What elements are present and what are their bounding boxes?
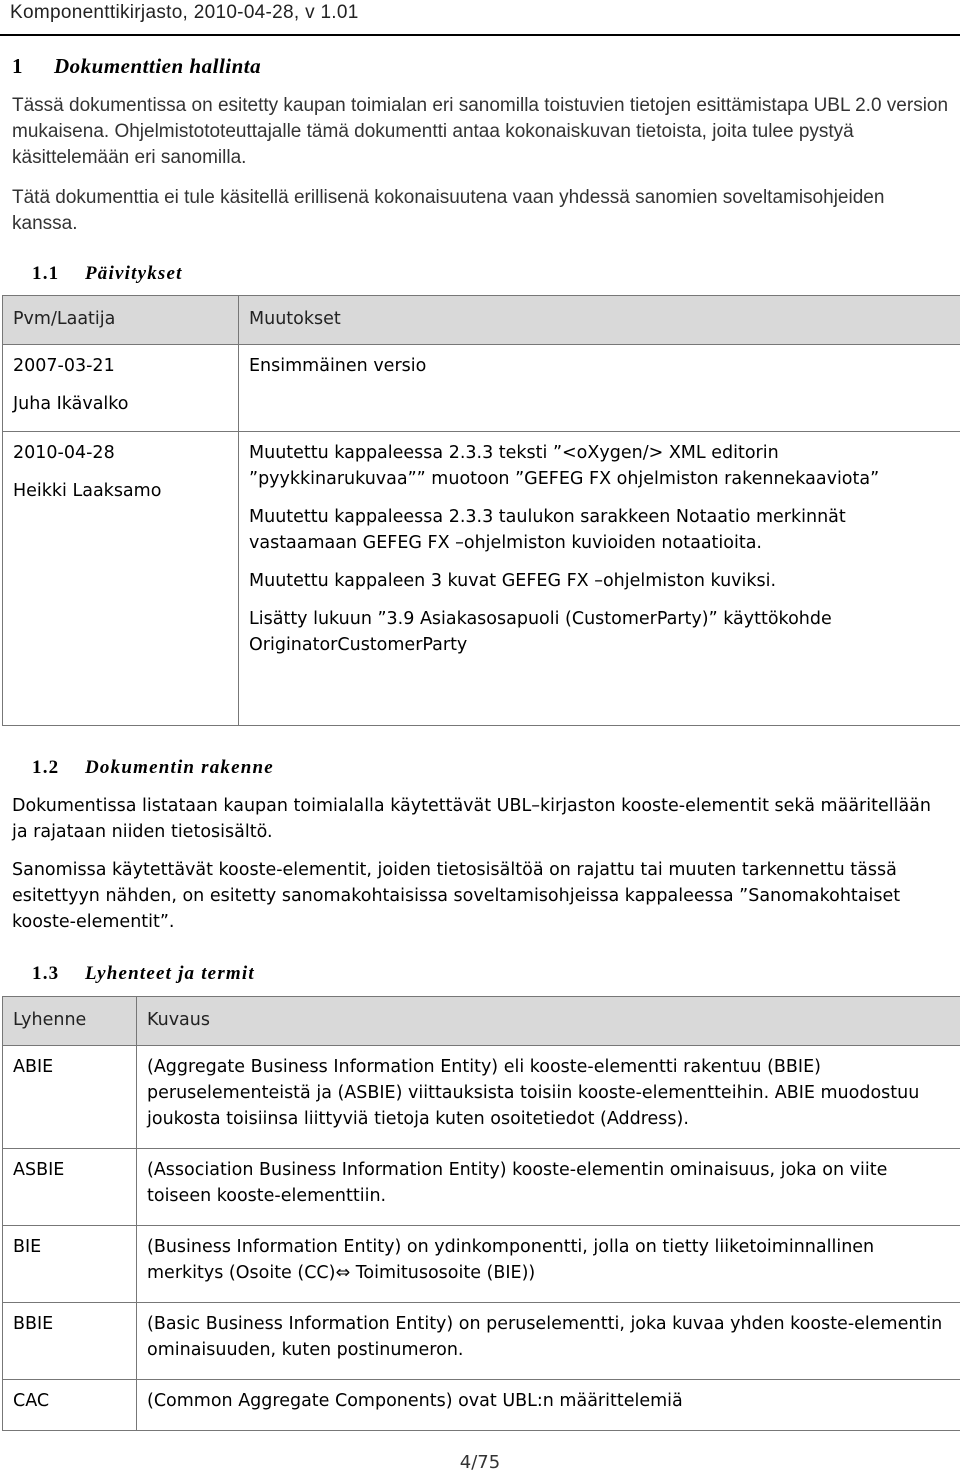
change-entry: Lisätty lukuun ”3.9 Asiakasosapuoli (CustomerParty)” käyttökohde OriginatorCustomerParty: [249, 609, 832, 655]
term: CAC: [13, 1391, 50, 1411]
table-header-row: [3, 296, 960, 345]
term: ABIE: [13, 1057, 54, 1077]
term-description: (Aggregate Business Information Entity) eli kooste-elementti rakentuu (BBIE) peruselementeistä ja (ASBIE) viittauksista toisiin kooste-elementteihin. ABIE muodostuu joukosta toisiinsa liittyviä tietoja kuten osoitetiedot (Address).: [147, 1057, 920, 1129]
section-title: Lyhenteet ja termit: [85, 963, 255, 984]
section-1-2-paragraph-1: Dokumentissa listataan kaupan toimialalla käytettävät UBL–kirjaston kooste-elementit sekä määritellään ja rajataan niiden tietosisältö.: [12, 796, 931, 842]
change-entry: Ensimmäinen versio: [249, 356, 427, 376]
table-row: [3, 1149, 960, 1226]
section-number: 1.2: [32, 757, 60, 778]
term: ASBIE: [13, 1160, 65, 1180]
section-1-heading: [12, 54, 261, 79]
header-rule: [0, 34, 960, 36]
column-header: Lyhenne: [3, 997, 137, 1046]
column-header: Pvm/Laatija: [3, 296, 239, 345]
date: 2010-04-28: [13, 443, 115, 463]
table-row: [3, 432, 960, 726]
table-row: [3, 1226, 960, 1303]
term: BBIE: [13, 1314, 54, 1334]
changes-cell: [239, 345, 960, 432]
section-1-2-heading: [32, 757, 274, 779]
section-1-1-heading: [32, 263, 183, 285]
section-1-paragraph-1: Tässä dokumentissa on esitetty kaupan toimialan eri sanomilla toistuvien tietojen esittämistapa UBL 2.0 version mukaisena. Ohjelmistototeuttajalle tämä dokumentti antaa kokonaiskuvan tietoista, joita tulee pystyä käsittelemään eri sanomilla.: [12, 95, 949, 168]
author: Juha Ikävalko: [13, 394, 129, 414]
column-header: Muutokset: [239, 296, 960, 345]
section-title: Dokumentin rakenne: [85, 757, 274, 778]
section-title: Dokumenttien hallinta: [54, 54, 262, 78]
changes-cell: [239, 432, 960, 726]
running-header: Komponenttikirjasto, 2010-04-28, v 1.01: [10, 2, 359, 23]
updates-table: [2, 295, 960, 726]
term: BIE: [13, 1237, 42, 1257]
date-author-cell: [3, 432, 239, 726]
date-author-cell: [3, 345, 239, 432]
term-description: (Business Information Entity) on ydinkomponentti, jolla on tietty liiketoiminnallinen merkitys (Osoite (CC)⇔ Toimitusosoite (BIE)): [147, 1237, 875, 1283]
section-title: Päivitykset: [85, 263, 183, 284]
section-1-paragraph-2: Tätä dokumenttia ei tule käsitellä erillisenä kokonaisuutena vaan yhdessä sanomien soveltamisohjeiden kanssa.: [12, 187, 885, 234]
section-number: 1: [12, 54, 23, 78]
date: 2007-03-21: [13, 356, 115, 376]
section-number: 1.3: [32, 963, 60, 984]
table-row: [3, 1380, 960, 1431]
page-number: 4/75: [459, 1452, 501, 1473]
column-header: Kuvaus: [137, 997, 960, 1046]
terms-table: [2, 996, 960, 1431]
section-number: 1.1: [32, 263, 60, 284]
section-1-2-paragraph-2: Sanomissa käytettävät kooste-elementit, joiden tietosisältöä on rajattu tai muuten tarkennettu tässä esitettyyn nähden, on esitetty sanomakohtaisissa soveltamisohjeissa kappaleessa ”Sanomakohtaiset kooste-elementit”.: [12, 860, 901, 932]
change-entry: Muutettu kappaleessa 2.3.3 taulukon sarakkeen Notaatio merkinnät vastaamaan GEFEG FX –ohjelmiston kuvioiden notaatioita.: [249, 507, 846, 553]
table-row: [3, 1046, 960, 1149]
term-description: (Association Business Information Entity) kooste-elementin ominaisuus, joka on viite toiseen kooste-elementtiin.: [147, 1160, 888, 1206]
table-row: [3, 1303, 960, 1380]
change-entry: Muutettu kappaleen 3 kuvat GEFEG FX –ohjelmiston kuviksi.: [249, 571, 777, 591]
term-description: (Basic Business Information Entity) on peruselementti, joka kuvaa yhden kooste-elementin ominaisuuden, kuten postinumeron.: [147, 1314, 943, 1360]
table-header-row: [3, 997, 960, 1046]
author: Heikki Laaksamo: [13, 481, 162, 501]
change-entry: Muutettu kappaleessa 2.3.3 teksti ”<oXygen/> XML editorin ”pyykkinarukuvaa”” muotoon ”GEFEG FX ohjelmiston rakennekaaviota”: [249, 443, 880, 489]
table-row: [3, 345, 960, 432]
section-1-3-heading: [32, 963, 255, 985]
term-description: (Common Aggregate Components) ovat UBL:n määrittelemiä: [147, 1391, 683, 1411]
